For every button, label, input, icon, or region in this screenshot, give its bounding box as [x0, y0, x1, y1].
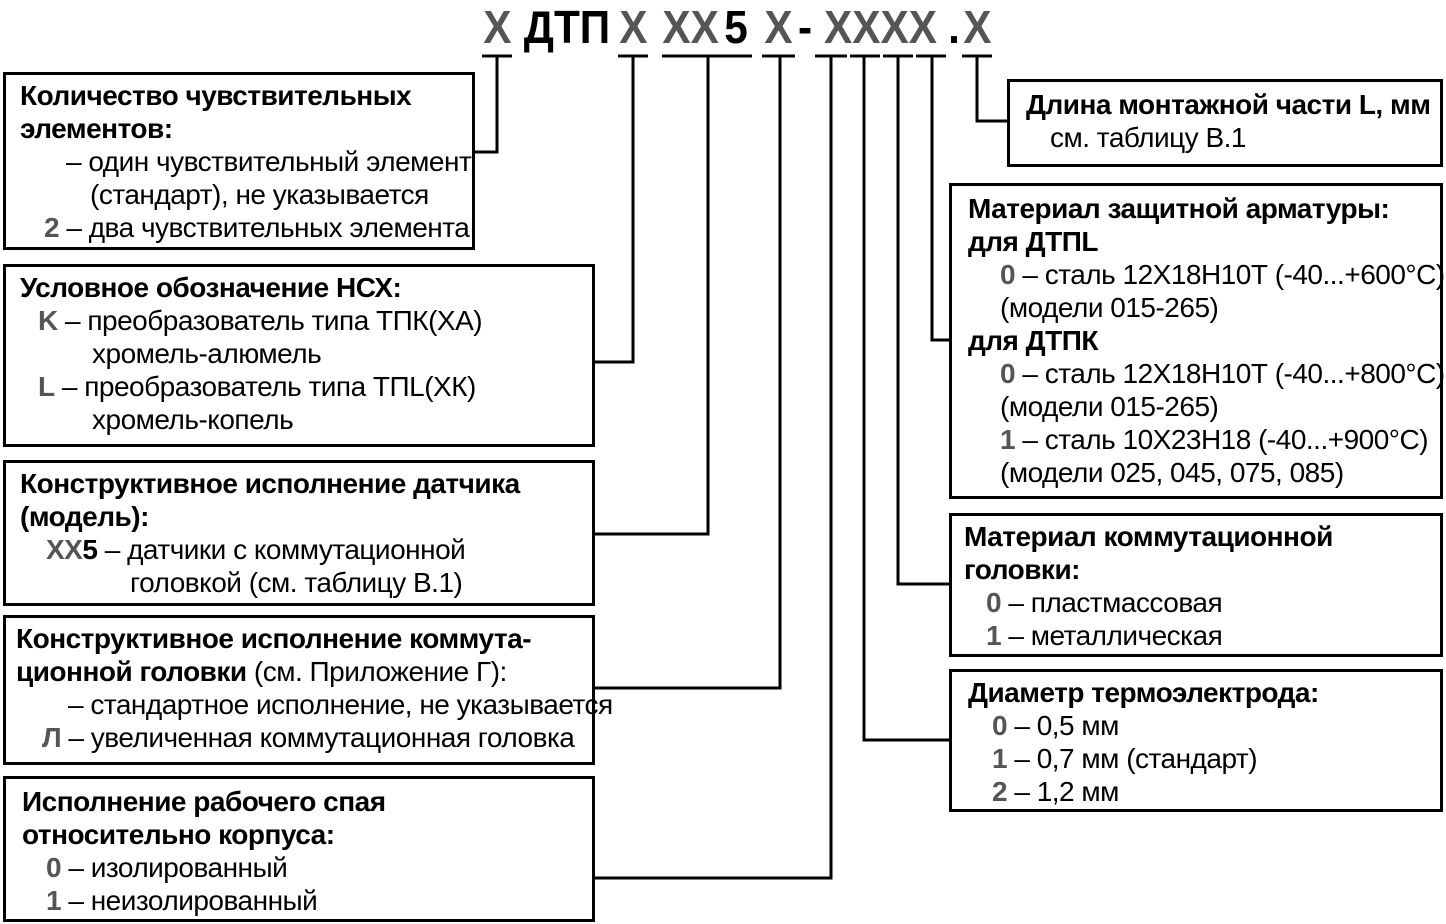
- code-dot: .: [948, 1, 960, 53]
- connector-elements: [474, 56, 497, 152]
- box-diameter: Диаметр термоэлектрода: 0 – 0,5 мм 1 – 0,7 мм (стандарт) 2 – 1,2 мм: [949, 669, 1443, 812]
- box-sensor-count: Количество чувствительных элементов: – один чувствительный элемент (стандарт), не указывается 2 – два чувствительных элемента: [3, 72, 475, 250]
- connector-junction: [594, 56, 831, 878]
- code-char-nsx: Х: [619, 1, 648, 53]
- connector-headmat: [898, 56, 950, 584]
- box-junction: Исполнение рабочего спая относительно корпуса: 0 – изолированный 1 – неизолированный: [3, 776, 595, 922]
- code-prefix: ДТП: [523, 1, 611, 53]
- code-chars-options: ХХХХ: [824, 1, 937, 53]
- box-armature: Материал защитной арматуры: для ДТПL 0 – сталь 12Х18Н10Т (-40...+600°С) (модели 015-265) для ДТПК 0 – сталь 12Х18Н10Т (-40...+800°С) (модели 015-265) 1 – сталь 10Х23Н18 (-40...+900°С) (модели 025, 045, 075, 085): [949, 183, 1443, 499]
- box-head-material: Материал коммутационной головки: 0 – пластмассовая 1 – металлическая: [949, 513, 1443, 657]
- box-head-design: Конструктивное исполнение коммута- ционной головки (см. Приложение Г): – стандартное исполнение, не указывается Л – увеличенная коммутационная головка: [3, 615, 595, 765]
- code-char-sensors: Х: [483, 1, 512, 53]
- connector-diameter: [864, 56, 950, 740]
- connector-armature: [932, 56, 950, 340]
- code-char-model-5: 5: [724, 1, 748, 53]
- code-char-head: Х: [764, 1, 793, 53]
- connector-nsx: [594, 56, 633, 362]
- box-nsx: Условное обозначение НСХ: K – преобразователь типа ТПК(ХА) хромель-алюмель L – преобразователь типа ТПL(ХК) хромель-копель: [3, 264, 595, 447]
- box-model: Конструктивное исполнение датчика (модель): ХХ5 – датчики с коммутационной головкой (см. таблицу В.1): [3, 460, 595, 606]
- box-length: Длина монтажной части L, мм см. таблицу В.1: [1007, 79, 1443, 167]
- code-char-length: Х: [963, 1, 992, 53]
- connector-model: [594, 56, 708, 534]
- connector-head: [594, 56, 780, 688]
- connector-length: [977, 56, 1008, 121]
- code-dash: -: [797, 1, 813, 53]
- code-char-model: ХХ: [662, 1, 719, 53]
